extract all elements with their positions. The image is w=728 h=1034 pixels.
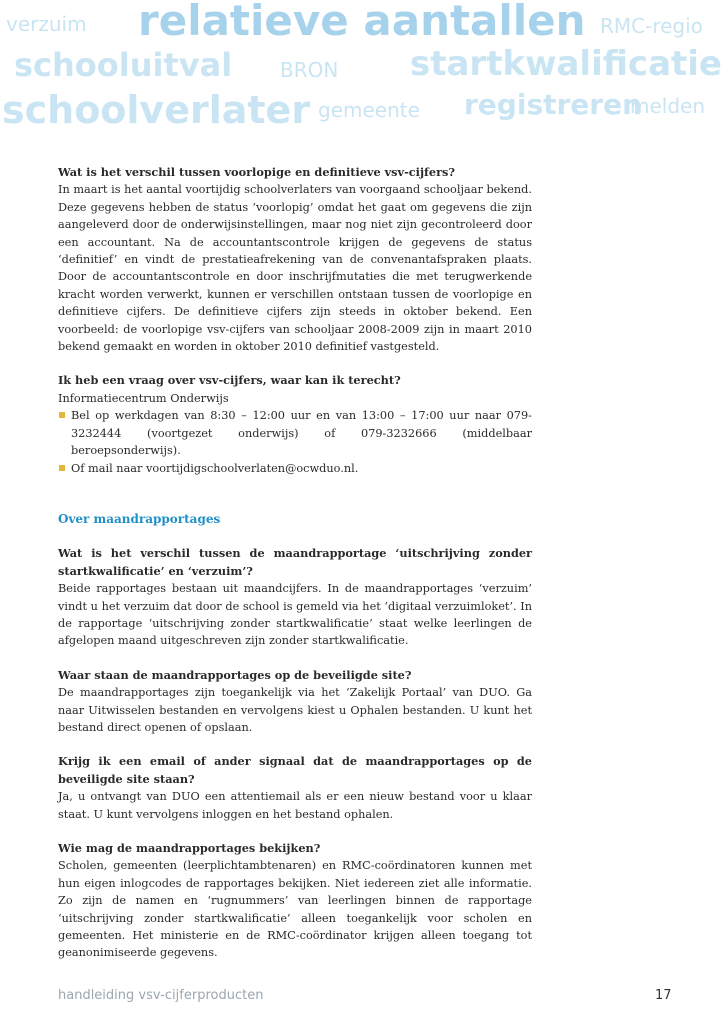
square-bullet-icon bbox=[59, 465, 65, 471]
cloud-word: gemeente bbox=[318, 98, 420, 122]
contact-phone-text: Bel op werkdagen van 8:30 – 12:00 uur en van 13:00 – 17:00 uur naar 079-3232444 (voortgezet onderwijs) of 079-3232666 (middelbaar beroepsonderwijs). bbox=[71, 409, 532, 458]
square-bullet-icon bbox=[59, 412, 65, 418]
faq-question: Waar staan de maandrapportages op de beveiligde site? bbox=[58, 667, 412, 682]
faq-question: Wat is het verschil tussen voorlopige en definitieve vsv-cijfers? bbox=[58, 165, 456, 179]
header-word-cloud bbox=[0, 0, 728, 140]
page-number: 17 bbox=[655, 988, 672, 1003]
faq-answer: In maart is het aantal voortijdig schoolverlaters van voorgaand schooljaar bekend. Deze gegevens hebben de status ‘voorlopig’ omdat het gaat om gegevens die zijn aangeleverd door de onderwijsinstellingen, maar nog niet zijn gecontroleerd door een accountant. Na de accountantscontrole krijgen de gegevens de status ‘definitief’ en vindt de prestatieafrekening van de convenantafspraken plaats. Door de accountantscontrole en door inschrijfmutaties die met terugwerkende kracht worden verwerkt, kunnen er verschillen ontstaan tussen de voorlopige en definitieve cijfers. De definitieve cijfers zijn steeds in oktober bekend. Een voorbeeld: de voorlopige vsv-cijfers van schooljaar 2008-2009 zijn in maart 2010 bekend gemaakt en worden in oktober 2010 definitief vastgesteld. bbox=[58, 183, 532, 354]
faq-question: Wat is het verschil tussen de maandrapportage ‘uitschrijving zonder startkwalificatie’ en ‘verzuim’? bbox=[58, 546, 532, 578]
faq-answer: Beide rapportages bestaan uit maandcijfers. In de maandrapportages ‘verzuim’ vindt u het verzuim dat door de school is gemeld via het ‘digitaal verzuimloket’. In de rapportage ‘uitschrijving zonder startkwalificatie’ staat welke leerlingen de afgelopen maand uitgeschreven zijn zonder startkwalificatie. bbox=[58, 582, 532, 648]
list-item bbox=[58, 407, 532, 459]
cloud-word: verzuim bbox=[6, 12, 87, 36]
faq-answer: Scholen, gemeenten (leerplichtambtenaren) en RMC-coördinatoren kunnen met hun eigen inlogcodes de rapportages bekijken. Niet iedereen ziet alle informatie. Zo zijn de namen en ‘rugnummers’ van leerlingen binnen de rapportage ‘uitschrijving zonder startkwalificatie’ alleen toegankelijk voor scholen en gemeenten. Het ministerie en de RMC-coördinator krijgen alleen toegang tot geanonimiseerde gegevens. bbox=[58, 859, 532, 960]
faq-question: Krijg ik een email of ander signaal dat de maandrapportages op de beveiligde site staan? bbox=[58, 754, 532, 786]
cloud-word: RMC-regio bbox=[600, 14, 703, 38]
cloud-word: BRON bbox=[280, 58, 339, 82]
cloud-word: registreren bbox=[464, 88, 643, 121]
contact-email-text: Of mail naar voortijdigschoolverlaten@ocwduo.nl. bbox=[71, 461, 359, 475]
main-content bbox=[58, 164, 532, 962]
cloud-word: melden bbox=[630, 94, 706, 118]
cloud-word: startkwalificatie bbox=[410, 44, 722, 84]
contact-organisation: Informatiecentrum Onderwijs bbox=[58, 391, 229, 405]
faq-question: Ik heb een vraag over vsv-cijfers, waar kan ik terecht? bbox=[58, 373, 401, 388]
section-heading: Over maandrapportages bbox=[58, 511, 221, 526]
faq-answer: Ja, u ontvangt van DUO een attentiemail als er een nieuw bestand voor u klaar staat. U kunt vervolgens inloggen en het bestand ophalen. bbox=[58, 790, 532, 821]
list-item bbox=[58, 460, 532, 477]
faq-answer: De maandrapportages zijn toegankelijk via het ‘Zakelijk Portaal’ van DUO. Ga naar Uitwisselen bestanden en vervolgens kiest u Ophalen bestanden. U kunt het bestand direct openen of opslaan. bbox=[58, 686, 532, 734]
contact-list bbox=[58, 407, 532, 477]
footer-title: handleiding vsv-cijferproducten bbox=[58, 988, 264, 1003]
faq-question: Wie mag de maandrapportages bekijken? bbox=[58, 841, 321, 855]
cloud-word: schoolverlater bbox=[2, 88, 311, 132]
cloud-word: schooluitval bbox=[14, 46, 233, 84]
cloud-word: relatieve aantallen bbox=[138, 0, 586, 45]
